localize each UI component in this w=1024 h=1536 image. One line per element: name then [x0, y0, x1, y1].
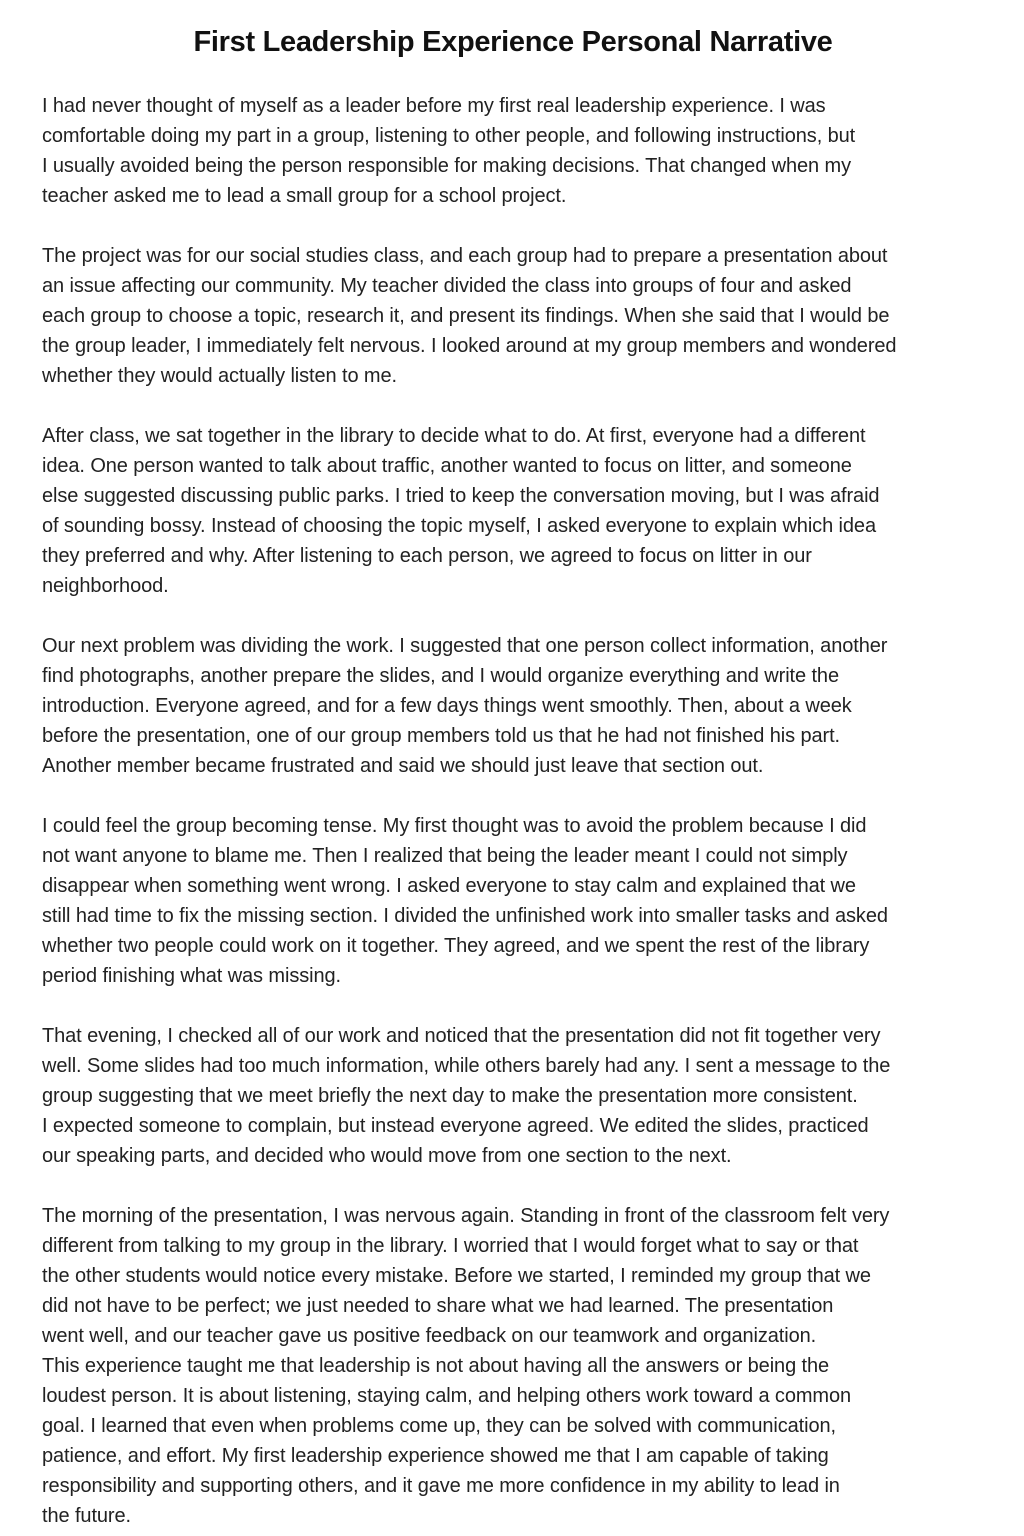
- paragraph-6: That evening, I checked all of our work and noticed that the presentation did not fit together very well. Some slides had too much information, while others barely had any. I sent a message to the group suggesting that we meet briefly the next day to make the presentation more consistent. I expected someone to complain, but instead everyone agreed. We edited the slides, practiced our speaking parts, and decided who would move from one section to the next.: [42, 1025, 891, 1167]
- paragraph-4: Our next problem was dividing the work. I suggested that one person collect information, another find photographs, another prepare the slides, and I would organize everything and write the introduction. Everyone agreed, and for a few days things went smoothly. Then, about a week before the presentation, one of our group members told us that he had not finished his part. Another member became frustrated and said we should just leave that section out.: [42, 635, 888, 777]
- paragraph-3: After class, we sat together in the library to decide what to do. At first, everyone had a different idea. One person wanted to talk about traffic, another wanted to focus on litter, and someone else suggested discussing public parks. I tried to keep the conversation moving, but I was afraid of sounding bossy. Instead of choosing the topic myself, I asked everyone to explain which idea they preferred and why. After listening to each person, we agreed to focus on litter in our neighborhood.: [42, 425, 880, 597]
- paragraph-5: I could feel the group becoming tense. My first thought was to avoid the problem because I did not want anyone to blame me. Then I realized that being the leader meant I could not simply disappear when something went wrong. I asked everyone to stay calm and explained that we still had time to fix the missing section. I divided the unfinished work into smaller tasks and asked whether two people could work on it together. They agreed, and we spent the rest of the library period finishing what was missing.: [42, 815, 888, 987]
- paragraph-1: I had never thought of myself as a leader before my first real leadership experience. I was comfortable doing my part in a group, listening to other people, and following instructions, but I usually avoided being the person responsible for making decisions. That changed when my teacher asked me to lead a small group for a school project.: [42, 95, 856, 207]
- paragraph-2: The project was for our social studies class, and each group had to prepare a presentation about an issue affecting our community. My teacher divided the class into groups of four and asked each group to choose a topic, research it, and present its findings. When she said that I would be the group leader, I immediately felt nervous. I looked around at my group members and wondered whether they would actually listen to me.: [42, 245, 897, 387]
- paragraph-8: This experience taught me that leadership is not about having all the answers or being the loudest person. It is about listening, staying calm, and helping others work toward a common goal. I learned that even when problems come up, they can be solved with communication, patience, and effort. My first leadership experience showed me that I am capable of taking responsibility and supporting others, and it gave me more confidence in my ability to lead in the future.: [42, 1355, 852, 1527]
- document-title: First Leadership Experience Personal Narrative: [193, 26, 833, 58]
- paragraph-7: The morning of the presentation, I was nervous again. Standing in front of the classroom felt very different from talking to my group in the library. I worried that I would forget what to say or that the other students would notice every mistake. Before we started, I reminded my group that we did not have to be perfect; we just needed to share what we had learned. The presentation went well, and our teacher gave us positive feedback on our teamwork and organization.: [42, 1205, 890, 1347]
